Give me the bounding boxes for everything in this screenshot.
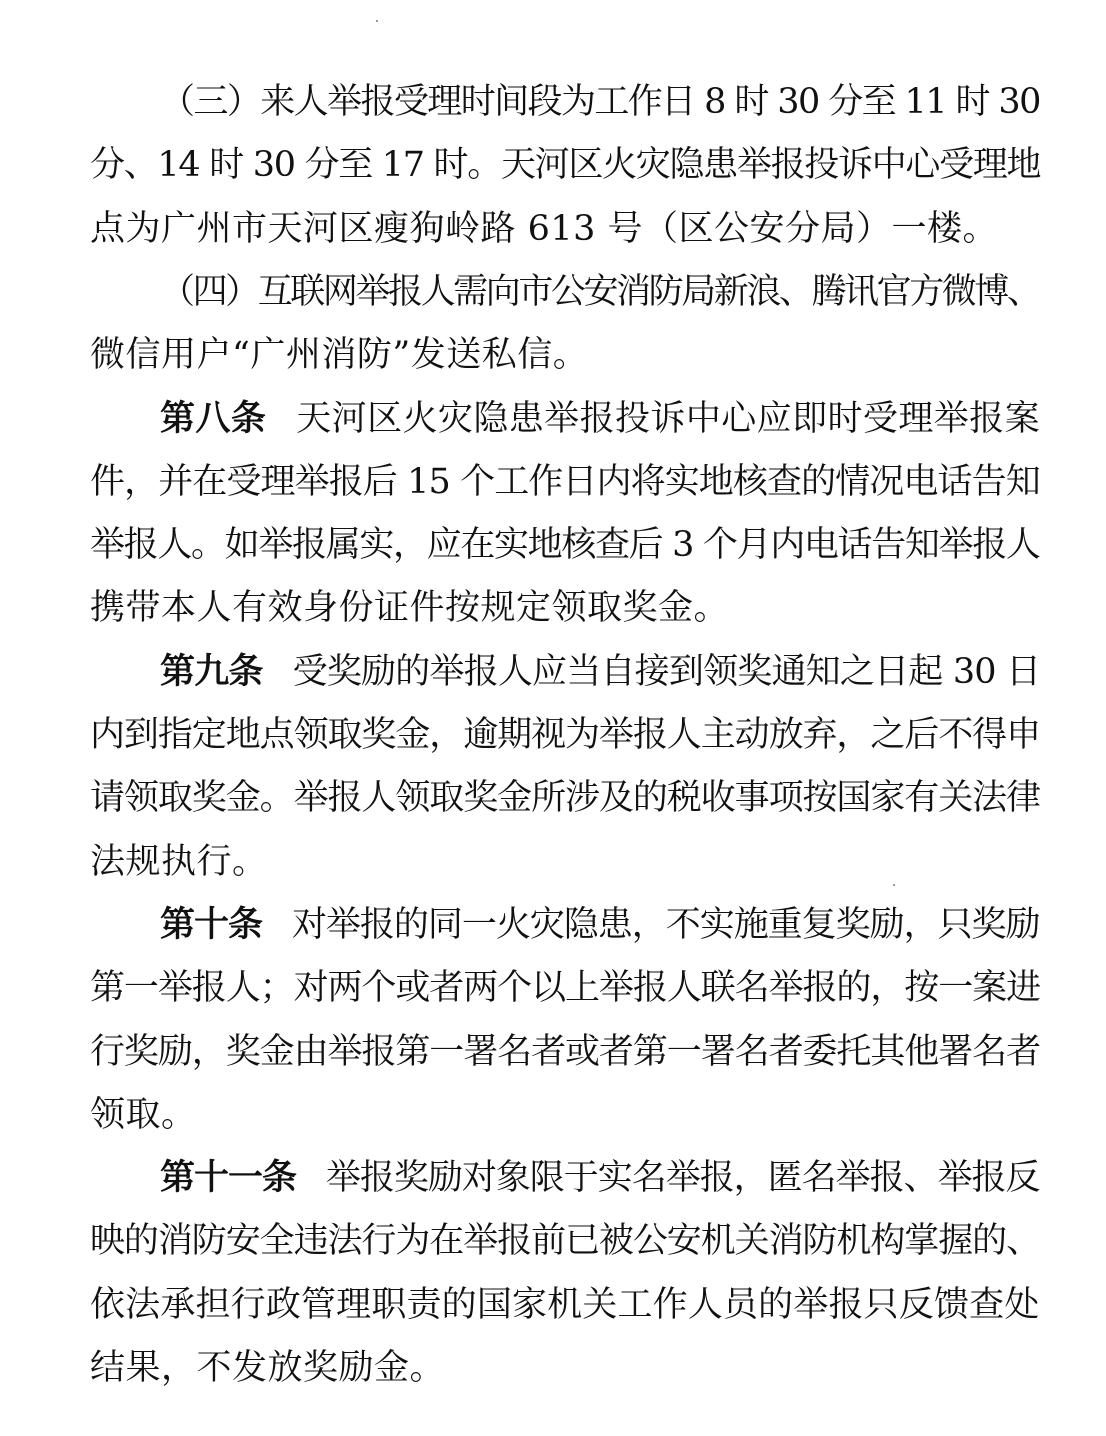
body-text-line: [90, 1348, 1040, 1388]
article-number: 第十一条: [160, 1157, 296, 1199]
article-heading-line: [90, 652, 1040, 692]
body-text-line: [90, 462, 1040, 502]
article-number: 第八条: [160, 397, 267, 439]
line-text: （三）来人举报受理时间段为工作日 8 时 30 分至 11 时 30: [160, 82, 1040, 122]
line-text: 行奖励，奖金由举报第一署名者或者第一署名者委托其他署名者: [90, 1031, 1041, 1072]
body-text-line: [90, 1032, 1040, 1072]
line-text: 受奖励的举报人应当自接到领奖通知之日起 30 日: [292, 651, 1041, 692]
line-text: 天河区火灾隐患举报投诉中心应即时受理举报案: [296, 398, 1041, 439]
line-text: 件，并在受理举报后 15 个工作日内将实地核查的情况电话告知: [90, 461, 1040, 502]
line-text: 法规执行。: [90, 841, 268, 882]
body-text-line: [90, 272, 1040, 312]
body-text-line: [90, 145, 1040, 185]
article-heading-line: [90, 1158, 1040, 1198]
body-text-line: [90, 715, 1040, 755]
body-text-line: [90, 335, 1040, 375]
line-text: 第一举报人；对两个或者两个以上举报人联名举报的，按一案进: [90, 968, 1041, 1009]
body-text-line: [90, 82, 1040, 122]
body-text-line: [90, 1285, 1040, 1325]
line-text: 领取。: [90, 1094, 197, 1135]
line-text: 依法承担行政管理职责的国家机关工作人员的举报只反馈查处: [90, 1284, 1040, 1325]
body-text-line: [90, 1095, 1040, 1135]
line-text: 对举报的同一火灾隐患，不实施重复奖励，只奖励: [291, 904, 1040, 945]
article-heading-line: [90, 399, 1040, 439]
line-text: 携带本人有效身份证件按规定领取奖金。: [90, 588, 730, 629]
body-text-line: [90, 209, 1040, 249]
line-text: 结果，不发放奖励金。: [90, 1348, 446, 1388]
scan-speck: [376, 20, 378, 22]
line-text: 微信用户“广州消防”发送私信。: [90, 335, 589, 376]
body-text-line: [90, 1221, 1040, 1261]
line-text: 分、14 时 30 分至 17 时。天河区火灾隐患举报投诉中心受理地: [90, 145, 1041, 186]
article-number: 第九条: [160, 650, 263, 692]
body-text-line: [90, 842, 1040, 882]
line-text: 举报人。如举报属实，应在实地核查后 3 个月内电话告知举报人: [90, 525, 1040, 566]
body-text-line: [90, 968, 1040, 1008]
line-text: 内到指定地点领取奖金，逾期视为举报人主动放弃，之后不得申: [90, 715, 1041, 755]
article-number: 第十条: [160, 903, 262, 945]
line-text: 点为广州市天河区瘦狗岭路 613 号（区公安分局）一楼。: [90, 208, 999, 249]
body-text-line: [90, 525, 1040, 565]
line-text: （四）互联网举报人需向市公安消防局新浪、腾讯官方微博、: [160, 271, 1040, 312]
line-text: 映的消防安全违法行为在举报前已被公安机关消防机构掌握的、: [90, 1221, 1041, 1262]
scan-speck: [893, 884, 895, 886]
article-heading-line: [90, 905, 1040, 945]
line-text: 举报奖励对象限于实名举报，匿名举报、举报反: [325, 1158, 1040, 1199]
body-text-line: [90, 588, 1040, 628]
line-text: 请领取奖金。举报人领取奖金所涉及的税收事项按国家有关法律: [90, 778, 1041, 819]
body-text-line: [90, 778, 1040, 818]
